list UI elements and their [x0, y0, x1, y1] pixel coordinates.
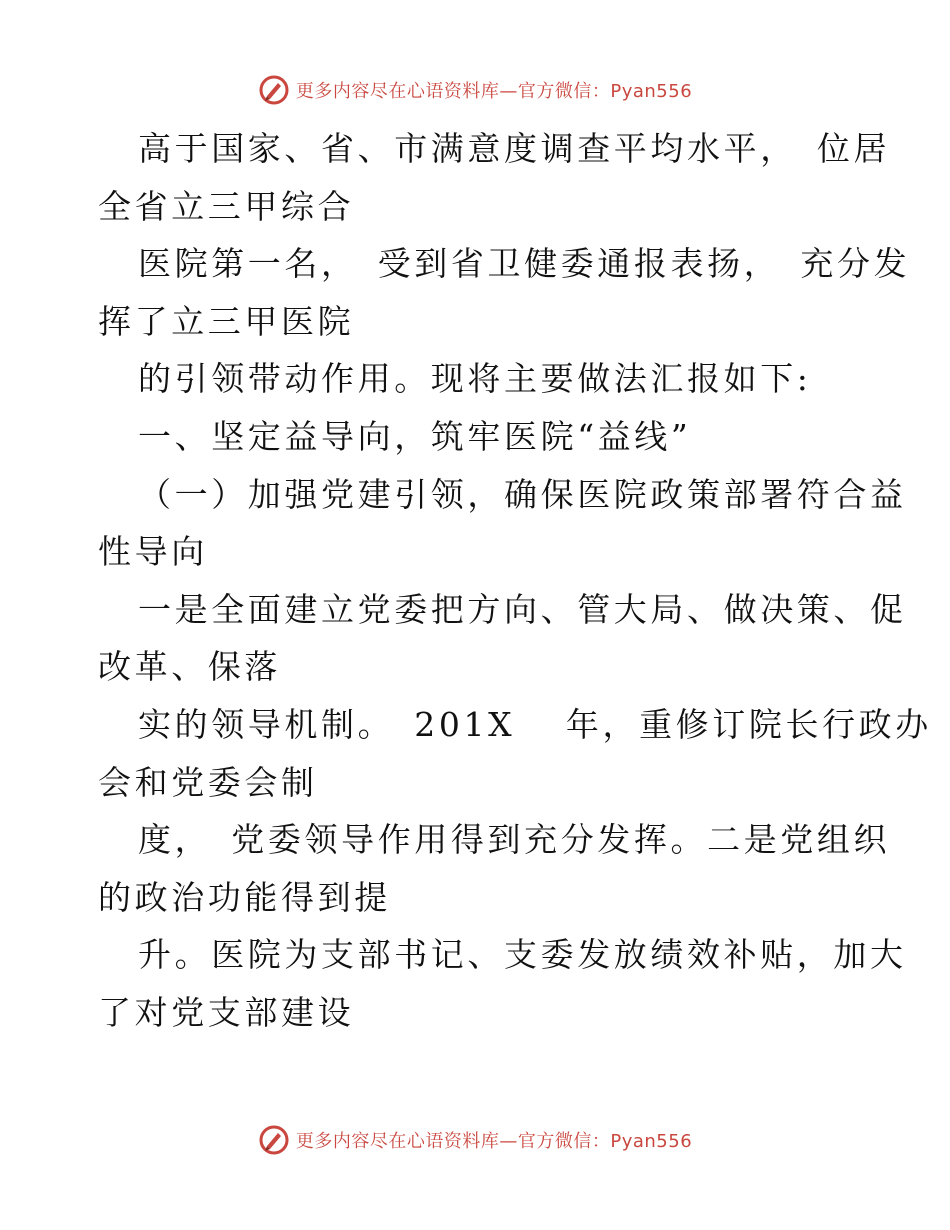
- text-line: 度， 党委领导作用得到充分发挥。二是党组织: [138, 820, 891, 860]
- pen-circle-icon: [258, 1124, 290, 1156]
- footer-watermark: [0, 1120, 950, 1160]
- text-line: 医院第一名， 受到省卫健委通报表扬， 充分发: [138, 244, 911, 284]
- text-line: 实的领导机制。 201X 年，重修订院长行政办: [138, 704, 932, 744]
- text-line: 会和党委会制: [98, 762, 318, 802]
- pen-circle-icon: [258, 74, 290, 106]
- text-line: 一是全面建立党委把方向、管大局、做决策、促: [138, 589, 907, 629]
- section-heading: 一、坚定益导向，筑牢医院“益线”: [138, 416, 692, 456]
- watermark-text: 更多内容尽在心语资料库—官方微信：Pyan556: [295, 1131, 693, 1152]
- text-line: 性导向: [98, 532, 208, 572]
- text-line: 改革、保落: [98, 647, 281, 687]
- text-line: 的引领带动作用。现将主要做法汇报如下:: [138, 359, 812, 399]
- text-line: 了对党支部建设: [98, 992, 355, 1032]
- text-line: 的政治功能得到提: [98, 877, 391, 917]
- body-text: [98, 120, 932, 1042]
- watermark-text: 更多内容尽在心语资料库—官方微信：Pyan556: [295, 81, 693, 102]
- subsection-heading: （一）加强党建引领，确保医院政策部署符合益: [138, 474, 907, 514]
- header-watermark: [0, 70, 950, 110]
- text-line: 挥了立三甲医院: [98, 301, 355, 341]
- text-line: 升。医院为支部书记、支委发放绩效补贴，加大: [138, 935, 907, 975]
- text-line: 全省立三甲综合: [98, 186, 355, 226]
- text-line: 高于国家、省、市满意度调查平均水平， 位居: [138, 129, 891, 168]
